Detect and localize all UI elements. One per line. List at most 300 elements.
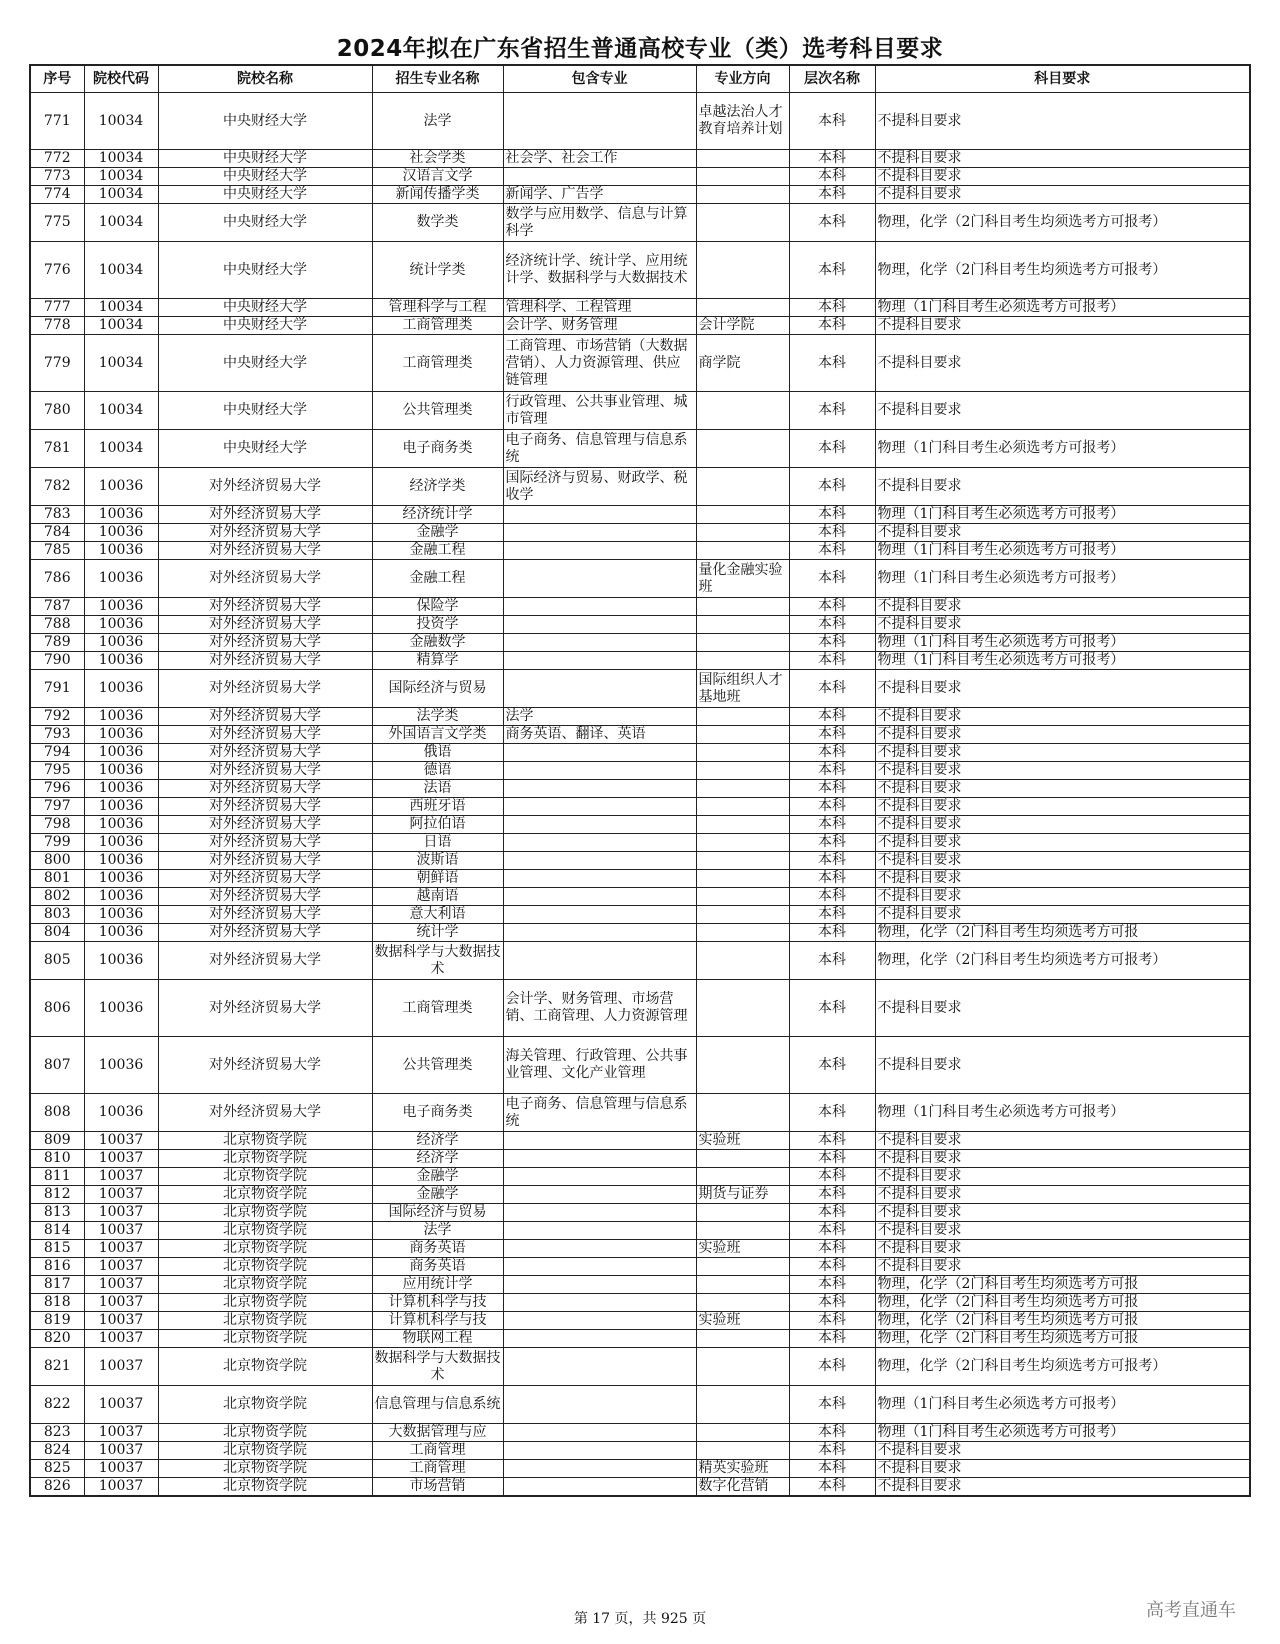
cell-level: 本科 xyxy=(789,506,875,524)
cell-index: 808 xyxy=(30,1094,84,1132)
cell-level: 本科 xyxy=(789,317,875,335)
cell-included-majors xyxy=(503,888,696,906)
cell-direction xyxy=(696,798,789,816)
cell-school-name: 对外经济贸易大学 xyxy=(158,924,372,942)
cell-included-majors: 行政管理、公共事业管理、城市管理 xyxy=(503,392,696,430)
cell-major-name: 外国语言文学类 xyxy=(372,726,503,744)
cell-school-code: 10036 xyxy=(84,598,158,616)
cell-major-name: 保险学 xyxy=(372,598,503,616)
table-row xyxy=(30,708,1250,726)
cell-direction: 期货与证券 xyxy=(696,1186,789,1204)
page-footer: 第 17 页，共 925 页 xyxy=(573,1611,707,1627)
cell-direction xyxy=(696,1348,789,1386)
cell-school-name: 北京物资学院 xyxy=(158,1150,372,1168)
table-row xyxy=(30,1204,1250,1222)
table-row xyxy=(30,744,1250,762)
cell-subject-requirement: 物理，化学（2门科目考生均须选考方可报考） xyxy=(875,242,1250,299)
cell-direction xyxy=(696,1330,789,1348)
cell-school-name: 中央财经大学 xyxy=(158,335,372,392)
cell-level: 本科 xyxy=(789,1204,875,1222)
cell-included-majors: 海关管理、行政管理、公共事业管理、文化产业管理 xyxy=(503,1037,696,1094)
cell-subject-requirement: 物理，化学（2门科目考生均须选考方可报考） xyxy=(875,204,1250,242)
col-header-index: 序号 xyxy=(30,65,84,93)
cell-level: 本科 xyxy=(789,1460,875,1478)
cell-school-name: 中央财经大学 xyxy=(158,186,372,204)
cell-subject-requirement: 物理，化学（2门科目考生均须选考方可报 xyxy=(875,1276,1250,1294)
cell-level: 本科 xyxy=(789,870,875,888)
cell-school-name: 对外经济贸易大学 xyxy=(158,524,372,542)
cell-level: 本科 xyxy=(789,1168,875,1186)
cell-index: 777 xyxy=(30,299,84,317)
table-row xyxy=(30,652,1250,670)
cell-school-code: 10036 xyxy=(84,506,158,524)
cell-index: 811 xyxy=(30,1168,84,1186)
cell-school-code: 10034 xyxy=(84,392,158,430)
table-row xyxy=(30,524,1250,542)
cell-school-name: 对外经济贸易大学 xyxy=(158,468,372,506)
table-row xyxy=(30,242,1250,299)
cell-direction xyxy=(696,942,789,980)
cell-level: 本科 xyxy=(789,1240,875,1258)
cell-subject-requirement: 物理，化学（2门科目考生均须选考方可报考） xyxy=(875,942,1250,980)
cell-school-code: 10036 xyxy=(84,634,158,652)
cell-index: 773 xyxy=(30,168,84,186)
cell-included-majors xyxy=(503,798,696,816)
cell-level: 本科 xyxy=(789,924,875,942)
cell-index: 791 xyxy=(30,670,84,708)
cell-school-name: 对外经济贸易大学 xyxy=(158,780,372,798)
cell-school-code: 10036 xyxy=(84,542,158,560)
cell-school-code: 10037 xyxy=(84,1258,158,1276)
cell-subject-requirement: 物理（1门科目考生必须选考方可报考） xyxy=(875,560,1250,598)
cell-level: 本科 xyxy=(789,1222,875,1240)
cell-direction: 卓越法治人才教育培养计划 xyxy=(696,93,789,150)
cell-included-majors xyxy=(503,762,696,780)
cell-index: 774 xyxy=(30,186,84,204)
cell-level: 本科 xyxy=(789,242,875,299)
cell-school-code: 10037 xyxy=(84,1294,158,1312)
cell-direction xyxy=(696,888,789,906)
cell-included-majors: 管理科学、工程管理 xyxy=(503,299,696,317)
cell-major-name: 投资学 xyxy=(372,616,503,634)
cell-direction xyxy=(696,1168,789,1186)
cell-index: 788 xyxy=(30,616,84,634)
cell-school-name: 对外经济贸易大学 xyxy=(158,598,372,616)
cell-school-name: 中央财经大学 xyxy=(158,204,372,242)
cell-subject-requirement: 不提科目要求 xyxy=(875,1240,1250,1258)
cell-subject-requirement: 物理，化学（2门科目考生均须选考方可报 xyxy=(875,1312,1250,1330)
table-row xyxy=(30,1478,1250,1497)
cell-included-majors xyxy=(503,1150,696,1168)
col-header-school-name: 院校名称 xyxy=(158,65,372,93)
cell-direction xyxy=(696,1386,789,1424)
cell-school-code: 10037 xyxy=(84,1132,158,1150)
cell-school-name: 北京物资学院 xyxy=(158,1186,372,1204)
table-row xyxy=(30,942,1250,980)
cell-direction xyxy=(696,468,789,506)
cell-subject-requirement: 不提科目要求 xyxy=(875,93,1250,150)
cell-school-name: 对外经济贸易大学 xyxy=(158,906,372,924)
cell-included-majors xyxy=(503,1204,696,1222)
cell-subject-requirement: 不提科目要求 xyxy=(875,1204,1250,1222)
cell-school-code: 10037 xyxy=(84,1186,158,1204)
cell-direction xyxy=(696,1204,789,1222)
cell-included-majors xyxy=(503,542,696,560)
cell-direction xyxy=(696,834,789,852)
cell-direction xyxy=(696,1258,789,1276)
cell-major-name: 市场营销 xyxy=(372,1478,503,1497)
cell-school-name: 对外经济贸易大学 xyxy=(158,980,372,1037)
cell-included-majors: 电子商务、信息管理与信息系统 xyxy=(503,430,696,468)
cell-subject-requirement: 不提科目要求 xyxy=(875,186,1250,204)
cell-school-code: 10036 xyxy=(84,888,158,906)
cell-level: 本科 xyxy=(789,744,875,762)
cell-index: 822 xyxy=(30,1386,84,1424)
cell-index: 821 xyxy=(30,1348,84,1386)
cell-major-name: 计算机科学与技 xyxy=(372,1294,503,1312)
table-row xyxy=(30,798,1250,816)
cell-school-name: 对外经济贸易大学 xyxy=(158,708,372,726)
cell-included-majors xyxy=(503,670,696,708)
cell-direction xyxy=(696,652,789,670)
cell-school-name: 对外经济贸易大学 xyxy=(158,1094,372,1132)
cell-school-name: 北京物资学院 xyxy=(158,1132,372,1150)
cell-subject-requirement: 不提科目要求 xyxy=(875,780,1250,798)
cell-school-code: 10036 xyxy=(84,670,158,708)
cell-school-code: 10036 xyxy=(84,980,158,1037)
cell-index: 823 xyxy=(30,1424,84,1442)
cell-school-code: 10036 xyxy=(84,942,158,980)
cell-included-majors xyxy=(503,1424,696,1442)
cell-level: 本科 xyxy=(789,1294,875,1312)
cell-level: 本科 xyxy=(789,634,875,652)
cell-major-name: 德语 xyxy=(372,762,503,780)
cell-included-majors xyxy=(503,560,696,598)
cell-direction xyxy=(696,634,789,652)
cell-subject-requirement: 不提科目要求 xyxy=(875,317,1250,335)
cell-included-majors xyxy=(503,924,696,942)
table-row xyxy=(30,1276,1250,1294)
cell-index: 787 xyxy=(30,598,84,616)
cell-level: 本科 xyxy=(789,1037,875,1094)
cell-school-code: 10036 xyxy=(84,780,158,798)
cell-included-majors xyxy=(503,1258,696,1276)
cell-school-code: 10037 xyxy=(84,1312,158,1330)
cell-level: 本科 xyxy=(789,1442,875,1460)
cell-direction xyxy=(696,506,789,524)
cell-index: 800 xyxy=(30,852,84,870)
cell-major-name: 经济学 xyxy=(372,1150,503,1168)
cell-direction xyxy=(696,1222,789,1240)
cell-major-name: 工商管理 xyxy=(372,1442,503,1460)
table-row xyxy=(30,168,1250,186)
cell-school-name: 对外经济贸易大学 xyxy=(158,798,372,816)
cell-index: 803 xyxy=(30,906,84,924)
cell-index: 793 xyxy=(30,726,84,744)
cell-direction xyxy=(696,168,789,186)
cell-subject-requirement: 不提科目要求 xyxy=(875,670,1250,708)
cell-subject-requirement: 不提科目要求 xyxy=(875,468,1250,506)
cell-index: 819 xyxy=(30,1312,84,1330)
cell-level: 本科 xyxy=(789,168,875,186)
cell-major-name: 工商管理类 xyxy=(372,980,503,1037)
cell-major-name: 俄语 xyxy=(372,744,503,762)
table-row xyxy=(30,1442,1250,1460)
cell-subject-requirement: 物理（1门科目考生必须选考方可报考） xyxy=(875,299,1250,317)
cell-index: 814 xyxy=(30,1222,84,1240)
cell-included-majors xyxy=(503,744,696,762)
col-header-level: 层次名称 xyxy=(789,65,875,93)
cell-direction xyxy=(696,524,789,542)
cell-major-name: 大数据管理与应 xyxy=(372,1424,503,1442)
cell-school-name: 对外经济贸易大学 xyxy=(158,634,372,652)
cell-school-name: 中央财经大学 xyxy=(158,299,372,317)
table-row xyxy=(30,670,1250,708)
cell-direction xyxy=(696,542,789,560)
cell-school-name: 中央财经大学 xyxy=(158,168,372,186)
cell-level: 本科 xyxy=(789,1330,875,1348)
cell-included-majors: 会计学、财务管理 xyxy=(503,317,696,335)
cell-major-name: 经济学类 xyxy=(372,468,503,506)
cell-direction: 会计学院 xyxy=(696,317,789,335)
cell-major-name: 经济统计学 xyxy=(372,506,503,524)
cell-subject-requirement: 物理（1门科目考生必须选考方可报考） xyxy=(875,634,1250,652)
col-header-major-name: 招生专业名称 xyxy=(372,65,503,93)
cell-school-code: 10034 xyxy=(84,242,158,299)
cell-subject-requirement: 不提科目要求 xyxy=(875,834,1250,852)
cell-subject-requirement: 物理（1门科目考生必须选考方可报考） xyxy=(875,652,1250,670)
cell-major-name: 阿拉伯语 xyxy=(372,816,503,834)
cell-school-code: 10036 xyxy=(84,870,158,888)
cell-index: 790 xyxy=(30,652,84,670)
cell-included-majors xyxy=(503,616,696,634)
cell-subject-requirement: 不提科目要求 xyxy=(875,1186,1250,1204)
cell-major-name: 国际经济与贸易 xyxy=(372,670,503,708)
cell-direction xyxy=(696,186,789,204)
table-row xyxy=(30,1460,1250,1478)
cell-index: 783 xyxy=(30,506,84,524)
cell-school-name: 北京物资学院 xyxy=(158,1386,372,1424)
cell-included-majors xyxy=(503,942,696,980)
cell-direction: 实验班 xyxy=(696,1312,789,1330)
cell-included-majors xyxy=(503,1478,696,1497)
cell-school-name: 北京物资学院 xyxy=(158,1460,372,1478)
cell-major-name: 应用统计学 xyxy=(372,1276,503,1294)
cell-direction xyxy=(696,1037,789,1094)
cell-major-name: 意大利语 xyxy=(372,906,503,924)
table-row xyxy=(30,430,1250,468)
table-row xyxy=(30,834,1250,852)
cell-school-code: 10036 xyxy=(84,762,158,780)
cell-included-majors xyxy=(503,1312,696,1330)
cell-subject-requirement: 物理，化学（2门科目考生均须选考方可报 xyxy=(875,1330,1250,1348)
cell-subject-requirement: 物理，化学（2门科目考生均须选考方可报 xyxy=(875,1294,1250,1312)
cell-included-majors: 社会学、社会工作 xyxy=(503,150,696,168)
cell-level: 本科 xyxy=(789,652,875,670)
cell-index: 779 xyxy=(30,335,84,392)
cell-subject-requirement: 不提科目要求 xyxy=(875,870,1250,888)
cell-level: 本科 xyxy=(789,468,875,506)
cell-level: 本科 xyxy=(789,598,875,616)
table-row xyxy=(30,299,1250,317)
cell-school-code: 10036 xyxy=(84,616,158,634)
cell-level: 本科 xyxy=(789,852,875,870)
cell-direction xyxy=(696,762,789,780)
cell-school-name: 对外经济贸易大学 xyxy=(158,942,372,980)
cell-subject-requirement: 不提科目要求 xyxy=(875,726,1250,744)
cell-major-name: 国际经济与贸易 xyxy=(372,1204,503,1222)
cell-subject-requirement: 不提科目要求 xyxy=(875,335,1250,392)
cell-direction xyxy=(696,708,789,726)
cell-school-code: 10036 xyxy=(84,1094,158,1132)
cell-major-name: 社会学类 xyxy=(372,150,503,168)
requirements-table xyxy=(29,64,1251,1497)
cell-subject-requirement: 物理（1门科目考生必须选考方可报考） xyxy=(875,506,1250,524)
table-row xyxy=(30,1240,1250,1258)
table-row xyxy=(30,317,1250,335)
cell-direction xyxy=(696,1294,789,1312)
cell-school-code: 10036 xyxy=(84,468,158,506)
cell-direction xyxy=(696,299,789,317)
table-row xyxy=(30,616,1250,634)
cell-index: 809 xyxy=(30,1132,84,1150)
cell-index: 782 xyxy=(30,468,84,506)
cell-included-majors: 电子商务、信息管理与信息系统 xyxy=(503,1094,696,1132)
cell-direction xyxy=(696,744,789,762)
cell-major-name: 法学 xyxy=(372,1222,503,1240)
cell-index: 798 xyxy=(30,816,84,834)
cell-index: 796 xyxy=(30,780,84,798)
cell-index: 771 xyxy=(30,93,84,150)
cell-major-name: 统计学 xyxy=(372,924,503,942)
cell-index: 801 xyxy=(30,870,84,888)
cell-major-name: 信息管理与信息系统 xyxy=(372,1386,503,1424)
cell-subject-requirement: 不提科目要求 xyxy=(875,798,1250,816)
cell-level: 本科 xyxy=(789,524,875,542)
cell-major-name: 公共管理类 xyxy=(372,392,503,430)
cell-index: 789 xyxy=(30,634,84,652)
cell-school-code: 10037 xyxy=(84,1478,158,1497)
cell-level: 本科 xyxy=(789,906,875,924)
cell-included-majors: 商务英语、翻译、英语 xyxy=(503,726,696,744)
cell-index: 813 xyxy=(30,1204,84,1222)
cell-level: 本科 xyxy=(789,1386,875,1424)
cell-level: 本科 xyxy=(789,708,875,726)
table-row xyxy=(30,1294,1250,1312)
cell-direction: 实验班 xyxy=(696,1132,789,1150)
cell-level: 本科 xyxy=(789,834,875,852)
cell-school-name: 对外经济贸易大学 xyxy=(158,506,372,524)
cell-school-name: 对外经济贸易大学 xyxy=(158,616,372,634)
cell-school-name: 对外经济贸易大学 xyxy=(158,888,372,906)
cell-included-majors xyxy=(503,852,696,870)
table-row xyxy=(30,1348,1250,1386)
cell-index: 804 xyxy=(30,924,84,942)
table-row xyxy=(30,726,1250,744)
cell-direction xyxy=(696,392,789,430)
cell-major-name: 管理科学与工程 xyxy=(372,299,503,317)
cell-direction xyxy=(696,870,789,888)
table-row xyxy=(30,852,1250,870)
cell-index: 792 xyxy=(30,708,84,726)
cell-index: 820 xyxy=(30,1330,84,1348)
cell-direction xyxy=(696,924,789,942)
cell-subject-requirement: 物理（1门科目考生必须选考方可报考） xyxy=(875,430,1250,468)
cell-included-majors: 数学与应用数学、信息与计算科学 xyxy=(503,204,696,242)
cell-index: 810 xyxy=(30,1150,84,1168)
table-row xyxy=(30,980,1250,1037)
cell-subject-requirement: 不提科目要求 xyxy=(875,816,1250,834)
cell-school-name: 北京物资学院 xyxy=(158,1222,372,1240)
cell-included-majors: 新闻学、广告学 xyxy=(503,186,696,204)
cell-index: 824 xyxy=(30,1442,84,1460)
cell-subject-requirement: 物理，化学（2门科目考生均须选考方可报考） xyxy=(875,1348,1250,1386)
cell-school-name: 对外经济贸易大学 xyxy=(158,816,372,834)
cell-school-name: 中央财经大学 xyxy=(158,317,372,335)
cell-school-name: 北京物资学院 xyxy=(158,1204,372,1222)
cell-school-code: 10034 xyxy=(84,317,158,335)
cell-level: 本科 xyxy=(789,150,875,168)
cell-included-majors xyxy=(503,1460,696,1478)
cell-major-name: 新闻传播学类 xyxy=(372,186,503,204)
cell-level: 本科 xyxy=(789,186,875,204)
cell-direction xyxy=(696,1424,789,1442)
cell-school-code: 10037 xyxy=(84,1442,158,1460)
cell-school-code: 10036 xyxy=(84,816,158,834)
cell-index: 784 xyxy=(30,524,84,542)
cell-level: 本科 xyxy=(789,1258,875,1276)
table-row xyxy=(30,468,1250,506)
cell-direction xyxy=(696,204,789,242)
cell-major-name: 数据科学与大数据技术 xyxy=(372,1348,503,1386)
cell-school-name: 对外经济贸易大学 xyxy=(158,870,372,888)
cell-school-code: 10036 xyxy=(84,924,158,942)
cell-included-majors xyxy=(503,524,696,542)
cell-school-name: 北京物资学院 xyxy=(158,1258,372,1276)
cell-level: 本科 xyxy=(789,780,875,798)
cell-included-majors xyxy=(503,652,696,670)
cell-direction xyxy=(696,616,789,634)
cell-level: 本科 xyxy=(789,616,875,634)
cell-subject-requirement: 不提科目要求 xyxy=(875,1222,1250,1240)
cell-school-name: 北京物资学院 xyxy=(158,1168,372,1186)
cell-included-majors xyxy=(503,506,696,524)
cell-index: 818 xyxy=(30,1294,84,1312)
cell-school-name: 北京物资学院 xyxy=(158,1312,372,1330)
cell-school-code: 10037 xyxy=(84,1276,158,1294)
cell-level: 本科 xyxy=(789,542,875,560)
cell-level: 本科 xyxy=(789,980,875,1037)
cell-school-name: 北京物资学院 xyxy=(158,1240,372,1258)
cell-level: 本科 xyxy=(789,816,875,834)
table-header-row xyxy=(30,65,1250,93)
cell-direction: 商学院 xyxy=(696,335,789,392)
cell-school-code: 10036 xyxy=(84,560,158,598)
cell-major-name: 商务英语 xyxy=(372,1258,503,1276)
cell-school-code: 10034 xyxy=(84,93,158,150)
table-row xyxy=(30,816,1250,834)
cell-included-majors xyxy=(503,1186,696,1204)
cell-major-name: 法学 xyxy=(372,93,503,150)
cell-included-majors xyxy=(503,1222,696,1240)
cell-level: 本科 xyxy=(789,888,875,906)
cell-level: 本科 xyxy=(789,1276,875,1294)
cell-direction xyxy=(696,726,789,744)
cell-school-name: 北京物资学院 xyxy=(158,1294,372,1312)
cell-major-name: 计算机科学与技 xyxy=(372,1312,503,1330)
cell-index: 786 xyxy=(30,560,84,598)
cell-school-code: 10037 xyxy=(84,1204,158,1222)
